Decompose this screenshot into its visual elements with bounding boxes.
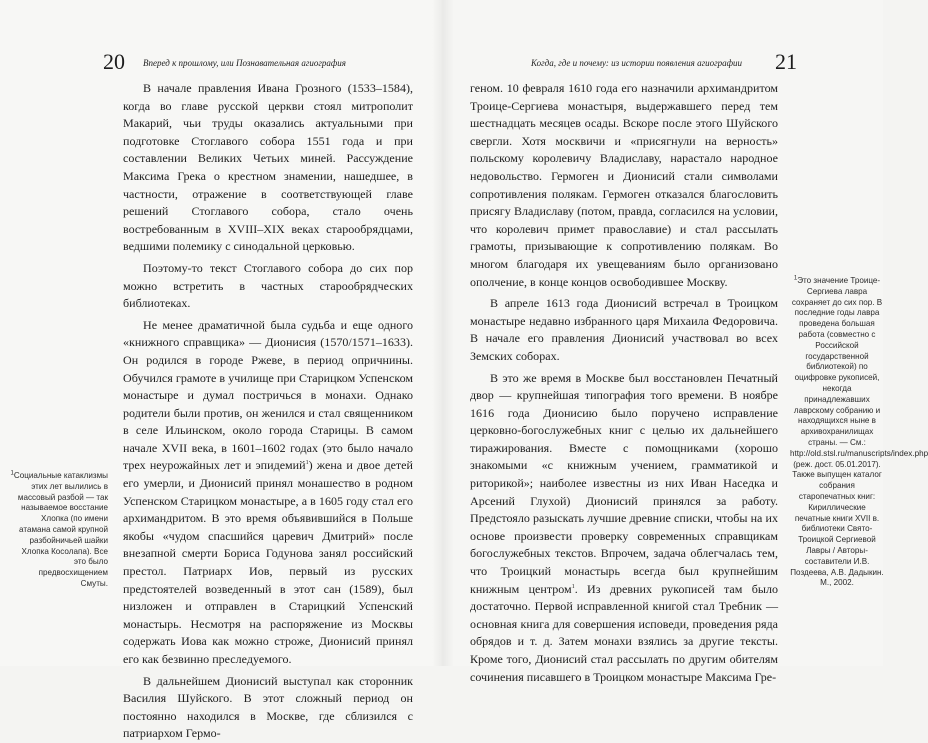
paragraph-text: . Из древних рукописей там было достаточно. Первой исправленной книгой стал Требник — основная книга для совершения исповеди, проведения ряда обрядов и т. д. Затем монахи взялись за другие тексты. Кроме того, Дионисий стал рассылать по другим обителям сочинения писавшего в Троицком монастыре Максима Гре- (470, 581, 779, 684)
paragraph (470, 370, 778, 687)
left-page (0, 0, 442, 741)
running-head: Вперед к прошлому, или Познавательная агиография (143, 58, 346, 68)
paragraph: геном. 10 февраля 1610 года его назначили архимандритом Троице-Сергиева монастыря, выдержавшего перед тем шестнадцать месяцев осады. Вскоре после этого Шуйского свергли. Хотя москвичи и «присягнули на верность» польскому королевичу Владиславу, нарастало народное недовольство. Гермоген и Дионисий стали символами сопротивления полякам. Гермоген отказался благословить присягу Владиславу (потом, правда, согласился на условии, что королевич примет православие) и стал рассылать грамоты, призывающие к сопротивлению полякам. Во многом благодаря их увещеваниям было организовано ополчение, в конце концов освободившее Москву. (470, 81, 778, 289)
paragraph: В дальнейшем Дионисий выступал как сторонник Василия Шуйского. В этот сложный период он постоянно находился в Москве, где сблизился с патриархом Гермо- (123, 673, 413, 741)
book-gutter (432, 0, 454, 666)
paragraph-text: Не менее драматичной была судьба и еще одного «книжного справщика» — Дионисия (1570/1571–1633). Он родился в городе Ржеве, в период опричнины. Обучился грамоте в училище при Старицком Успенском монастыре и думал постричься в монахи. Однако родители были против, он женился и стал священником в селе Ильинском, около города Старицы. В самом начале XVII века, в 1601–1602 годах (это было начало трех неурожайных лет и эпидемий (123, 317, 413, 473)
margin-footnote (10, 471, 108, 590)
footnote-ref: 1 (571, 583, 575, 590)
main-text (123, 80, 413, 743)
paragraph: В апреле 1613 года Дионисий встречал в Троицком монастыре недавно избранного царя Михаила Федоровича. В начале его правления Дионисий участвовал во всех Земских соборах. (470, 296, 778, 363)
running-head: Когда, где и почему: из истории появления агиографии (531, 58, 742, 68)
paragraph: Поэтому-то текст Стоглавого собора до сих пор можно встретить в частных старообрядческих библиотеках. (123, 260, 413, 311)
footnote-marker: 1 (793, 275, 798, 282)
main-text (470, 80, 778, 686)
paragraph-text: В это же время в Москве был восстановлен Печатный двор — крупнейшая типография того времени. В ноябре 1616 года Дионисию было поручено исправление церковно-богослужебных книг с целью их дальнейшего тиражирования. Вместе с помощниками (хорошо знакомыми «с книжным учением, грамматикой и риторикой»; наиболее известны из них Иван Наседка и Арсений Глухой) Дионисий принялся за работу. Предстояло разыскать лучшие древние списки, чтобы на их основе произвести проверку современных справщикам богослужебных текстов. Впрочем, задача облегчалась тем, что Троицкий монастырь всегда был крупнейшим книжным центром (470, 370, 778, 596)
page-number: 21 (775, 49, 797, 74)
footnote-ref: 1 (305, 460, 309, 467)
paragraph (123, 317, 413, 669)
page-number: 20 (103, 49, 125, 74)
footnote-text: Это значение Троице-Сергиева лавра сохраняет до сих пор. В последние годы лавра проведена большая работа (совместно с Российской государственной библиотекой) по оцифровке рукописей, некогда принадлежавших лаврскому собранию и находящихся ныне в архивохранилищах страны. — См.: http://old.stsl.ru/manuscripts/index.php (реж. дост. 05.01.2017). Также выпущен каталог собрания старопечатных книг: Кириллические печатные книги XVII в. библиотеки Свято-Троицкой Сергиевой Лавры / Авторы-составители И.В. Поздеева, А.В. Дадыкин. М., 2002. (790, 276, 928, 588)
paragraph-text: ) жена и двое детей его умерли, и Дионисий принял монашество в родном Успенском Старицком монастыре, а в 1605 году стал его архимандритом. В это время объявившийся в Польше якобы «чудом спасшийся царевич Дмитрий» после внезапной смерти Бориса Годунова занял российский престол. Патриарх Иов, первый из русских предстоятелей возведенный в этот сан (1589), был низложен и отправлен в Старицкий Успенский монастырь. Несмотря на распоряжение из Москвы содержать Иова как можно строже, Дионисий принял его как безвинно преследуемого. (123, 458, 413, 666)
footnote-marker: 1 (10, 470, 14, 477)
footnote-text: Социальные катаклизмы этих лет вылились в массовый разбой — так называемое восстание Хлопка (по имени атамана самой крупной разбойничьей шайки Хлопка Косолапа). Все это было предвосхищением Смуты. (13, 471, 108, 588)
margin-footnote (790, 275, 928, 589)
paragraph: В начале правления Ивана Грозного (1533–1584), когда во главе русской церкви стоял митрополит Макарий, чьи труды оказались актуальными при подготовке Стоглавого собора 1551 года и при составлении Великих Четьих миней. Рассуждение Максима Грека о крестном знамении, нашедшее, в частности, отражение в соответствующей главе решений Стоглавого собора, стало очень востребованным в XVIII–XIX веках старообрядцами, ведшими полемику с синодальной церковью. (123, 81, 413, 254)
